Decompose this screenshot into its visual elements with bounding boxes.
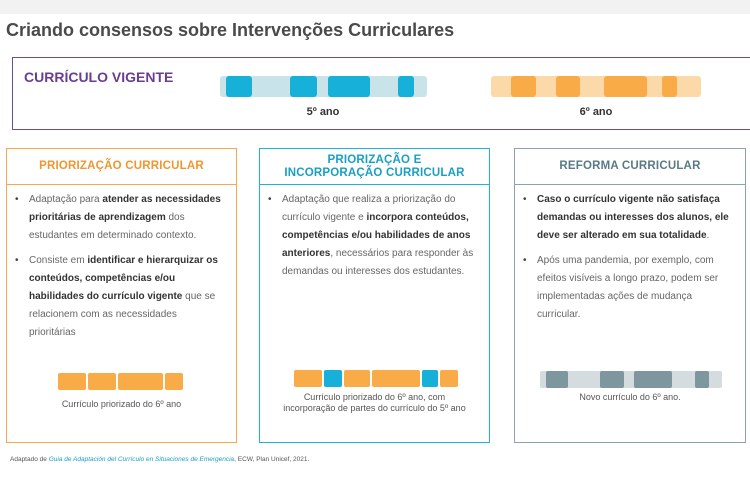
- card-incorporacao-title: [260, 149, 489, 184]
- priorizado-segment: [118, 373, 163, 390]
- reforma-segment: [634, 371, 672, 388]
- bullet-item: • Adaptação que realiza a priorização do currículo vigente e incorpora conteúdos, competências e/ou habilidades de anos anteriores, necessários para responder às demandas ou interesses dos estudantes.: [268, 191, 474, 281]
- card-reforma-title: REFORMA CURRICULAR: [559, 160, 701, 172]
- reforma-bar: [540, 371, 722, 388]
- bar-5-ano: [220, 76, 427, 97]
- card-incorporacao-bullets: [268, 191, 474, 288]
- footnote-prefix: Adaptado de: [10, 456, 49, 463]
- curriculo-vigente-panel: [12, 57, 750, 130]
- incorporacao-caption-line1: Currículo priorizado do 6º ano, com: [303, 392, 446, 402]
- card-divider: [260, 184, 489, 185]
- bullet-item: • Caso o currículo vigente não satisfaça demandas ou interesses dos alunos, ele deve ser alterado em sua totalidade.: [523, 191, 729, 245]
- incorporacao-segment-blue: [422, 370, 438, 387]
- incorporacao-segment-orange: [344, 370, 370, 387]
- page-title: Criando consensos sobre Intervenções Curriculares: [6, 20, 455, 40]
- reforma-caption: Novo currículo do 6º ano.: [579, 392, 681, 402]
- incorporacao-segment-orange: [440, 370, 458, 387]
- card-incorporacao-title-line1: PRIORIZAÇÃO E: [327, 153, 422, 166]
- priorizado-segment: [88, 373, 116, 390]
- curriculo-vigente-title: CURRÍCULO VIGENTE: [24, 69, 174, 85]
- card-priorizacao-title: PRIORIZAÇÃO CURRICULAR: [39, 160, 204, 172]
- bar-6-label: 6º ano: [579, 106, 613, 118]
- footnote-suffix: , ECW, Plan Unicef, 2021.: [234, 456, 310, 463]
- incorporacao-segment-orange: [294, 370, 322, 387]
- bar-5-label: 5º ano: [306, 106, 340, 118]
- bar-5-segment: [398, 76, 414, 97]
- incorporacao-segment-orange: [372, 370, 420, 387]
- bar-6-ano: [491, 76, 701, 97]
- incorporacao-segment-blue: [324, 370, 342, 387]
- footnote: [10, 456, 309, 463]
- card-priorizacao: [6, 148, 237, 443]
- top-bar: [0, 0, 750, 14]
- bar-5-segment: [226, 76, 252, 97]
- incorporacao-caption: [260, 392, 489, 414]
- priorizado-segment: [165, 373, 183, 390]
- card-reforma-bullets: [523, 191, 729, 331]
- incorporacao-bar: [294, 370, 458, 387]
- footnote-source: Guia de Adaptación del Currículo en Situaciones de Emergencia: [48, 456, 235, 463]
- bar-6-segment: [511, 76, 536, 97]
- card-priorizacao-bullets: [15, 191, 221, 349]
- reforma-segment: [600, 371, 624, 388]
- card-divider: [7, 184, 236, 185]
- incorporacao-caption-line2: incorporação de partes do currículo do 5º ano: [283, 403, 466, 413]
- priorizado-segment: [58, 373, 86, 390]
- priorizado-caption: Currículo priorizado do 6º ano: [61, 399, 182, 409]
- bar-6-segment: [604, 76, 647, 97]
- bar-5-segment: [328, 76, 370, 97]
- card-incorporacao: [259, 148, 490, 443]
- reforma-segment: [546, 371, 568, 388]
- bar-5-segment: [290, 76, 317, 97]
- bar-6-segment: [662, 76, 677, 97]
- bar-6-segment: [556, 76, 580, 97]
- card-incorporacao-title-line2: INCORPORAÇÃO CURRICULAR: [284, 166, 465, 179]
- bullet-item: • Após uma pandemia, por exemplo, com efeitos visíveis a longo prazo, podem ser implementadas ações de mudança curricular.: [523, 252, 729, 324]
- card-divider: [515, 184, 745, 185]
- card-reforma: [514, 148, 746, 443]
- bullet-item: • Adaptação para atender as necessidades prioritárias de aprendizagem dos estudantes em determinado contexto.: [15, 191, 221, 245]
- bullet-item: • Consiste em identificar e hierarquizar os conteúdos, competências e/ou habilidades do currículo vigente que se relacionem com as necessidades prioritárias: [15, 252, 221, 342]
- reforma-segment: [695, 371, 709, 388]
- priorizado-bar: [58, 373, 183, 390]
